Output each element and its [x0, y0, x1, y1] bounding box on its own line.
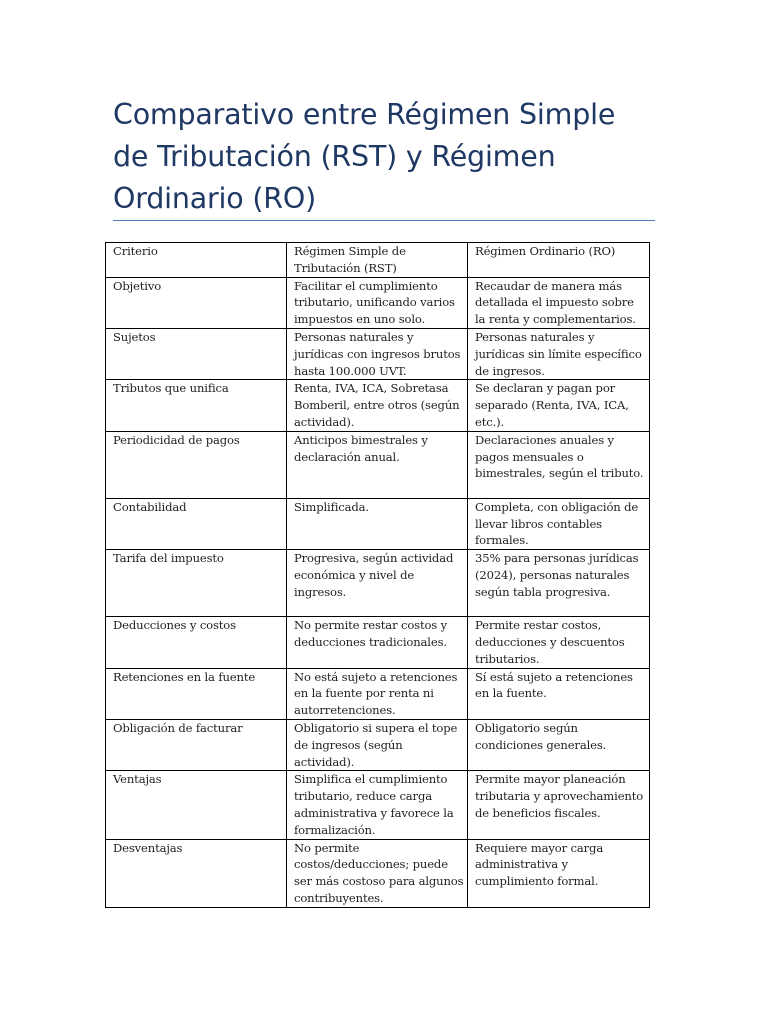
table-row	[106, 668, 650, 719]
cell-text: Personas naturales y jurídicas con ingresos brutos hasta 100.000 UVT.	[294, 329, 461, 378]
ro-cell	[468, 550, 650, 617]
rst-cell	[287, 431, 468, 498]
title-divider	[113, 220, 655, 221]
criterio-cell	[106, 380, 287, 431]
comparison-table-body	[106, 243, 650, 908]
cell-text: Simplifica el cumplimiento tributario, reduce carga administrativa y favorece la formalización.	[294, 772, 454, 837]
rst-cell	[287, 328, 468, 379]
cell-text: Anticipos bimestrales y declaración anual.	[294, 432, 428, 464]
rst-cell	[287, 277, 468, 328]
table-row	[106, 550, 650, 617]
header-label: Régimen Ordinario (RO)	[475, 244, 616, 258]
cell-text: Progresiva, según actividad económica y nivel de ingresos.	[294, 551, 454, 599]
criterio-cell	[106, 668, 287, 719]
cell-text: No está sujeto a retenciones en la fuente por renta ni autorretenciones.	[294, 669, 458, 718]
ro-cell	[468, 380, 650, 431]
cell-text: Recaudar de manera más detallada el impuesto sobre la renta y complementarios.	[475, 278, 636, 327]
cell-text: Tributos que unifica	[113, 381, 229, 396]
cell-text: Obligación de facturar	[113, 720, 243, 735]
criterio-cell	[106, 719, 287, 770]
ro-cell	[468, 668, 650, 719]
rst-cell	[287, 550, 468, 617]
table-row	[106, 277, 650, 328]
ro-cell	[468, 277, 650, 328]
rst-cell	[287, 668, 468, 719]
cell-text: Se declaran y pagan por separado (Renta, IVA, ICA, etc.).	[475, 381, 629, 429]
table-row	[106, 380, 650, 431]
cell-text: Deducciones y costos	[113, 618, 236, 633]
rst-cell	[287, 771, 468, 839]
rst-cell	[287, 617, 468, 668]
cell-text: Personas naturales y jurídicas sin límite específico de ingresos.	[475, 329, 642, 378]
header-cell-ro	[468, 243, 650, 278]
ro-cell	[468, 617, 650, 668]
document-title: Comparativo entre Régimen Simple de Tributación (RST) y Régimen Ordinario (RO)	[113, 98, 616, 215]
cell-text: Contabilidad	[113, 499, 187, 514]
table-row	[106, 839, 650, 907]
table-row	[106, 617, 650, 668]
cell-text: Renta, IVA, ICA, Sobretasa Bomberil, entre otros (según actividad).	[294, 381, 460, 429]
cell-text: Ventajas	[113, 772, 162, 787]
cell-text: Permite mayor planeación tributaria y aprovechamiento de beneficios fiscales.	[475, 772, 644, 820]
criterio-cell	[106, 498, 287, 549]
table-row	[106, 431, 650, 498]
comparison-table	[105, 242, 650, 908]
cell-text: Facilitar el cumplimiento tributario, unificando varios impuestos en uno solo.	[294, 278, 455, 327]
cell-text: Tarifa del impuesto	[113, 551, 224, 566]
cell-text: Periodicidad de pagos	[113, 432, 240, 447]
cell-text: No permite costos/deducciones; puede ser más costoso para algunos contribuyentes.	[294, 840, 464, 905]
ro-cell	[468, 839, 650, 907]
cell-text: Desventajas	[113, 840, 183, 855]
criterio-cell	[106, 431, 287, 498]
table-row	[106, 771, 650, 839]
table-row	[106, 719, 650, 770]
rst-cell	[287, 498, 468, 549]
criterio-cell	[106, 277, 287, 328]
table-header-row	[106, 243, 650, 278]
cell-text: Sujetos	[113, 329, 156, 344]
criterio-cell	[106, 839, 287, 907]
cell-text: Retenciones en la fuente	[113, 669, 256, 684]
cell-text: Declaraciones anuales y pagos mensuales o bimestrales, según el tributo.	[475, 432, 644, 481]
ro-cell	[468, 771, 650, 839]
cell-text: Objetivo	[113, 278, 162, 293]
criterio-cell	[106, 328, 287, 379]
table-row	[106, 498, 650, 549]
cell-text: Simplificada.	[294, 499, 369, 514]
ro-cell	[468, 498, 650, 549]
cell-text: Requiere mayor carga administrativa y cumplimiento formal.	[475, 840, 604, 889]
header-label: Criterio	[113, 244, 158, 258]
cell-text: Completa, con obligación de llevar libros contables formales.	[475, 499, 639, 548]
cell-text: Obligatorio si supera el tope de ingresos (según actividad).	[294, 720, 458, 769]
criterio-cell	[106, 617, 287, 668]
ro-cell	[468, 431, 650, 498]
header-cell-criterio	[106, 243, 287, 278]
cell-text: Permite restar costos, deducciones y descuentos tributarios.	[475, 618, 625, 666]
rst-cell	[287, 719, 468, 770]
rst-cell	[287, 380, 468, 431]
ro-cell	[468, 328, 650, 379]
header-cell-rst	[287, 243, 468, 278]
cell-text: 35% para personas jurídicas (2024), personas naturales según tabla progresiva.	[475, 551, 639, 599]
criterio-cell	[106, 771, 287, 839]
rst-cell	[287, 839, 468, 907]
header-label: Régimen Simple de Tributación (RST)	[294, 244, 406, 275]
cell-text: Obligatorio según condiciones generales.	[475, 720, 607, 752]
cell-text: Sí está sujeto a retenciones en la fuente.	[475, 669, 633, 701]
table-row	[106, 328, 650, 379]
criterio-cell	[106, 550, 287, 617]
cell-text: No permite restar costos y deducciones tradicionales.	[294, 618, 448, 649]
ro-cell	[468, 719, 650, 770]
